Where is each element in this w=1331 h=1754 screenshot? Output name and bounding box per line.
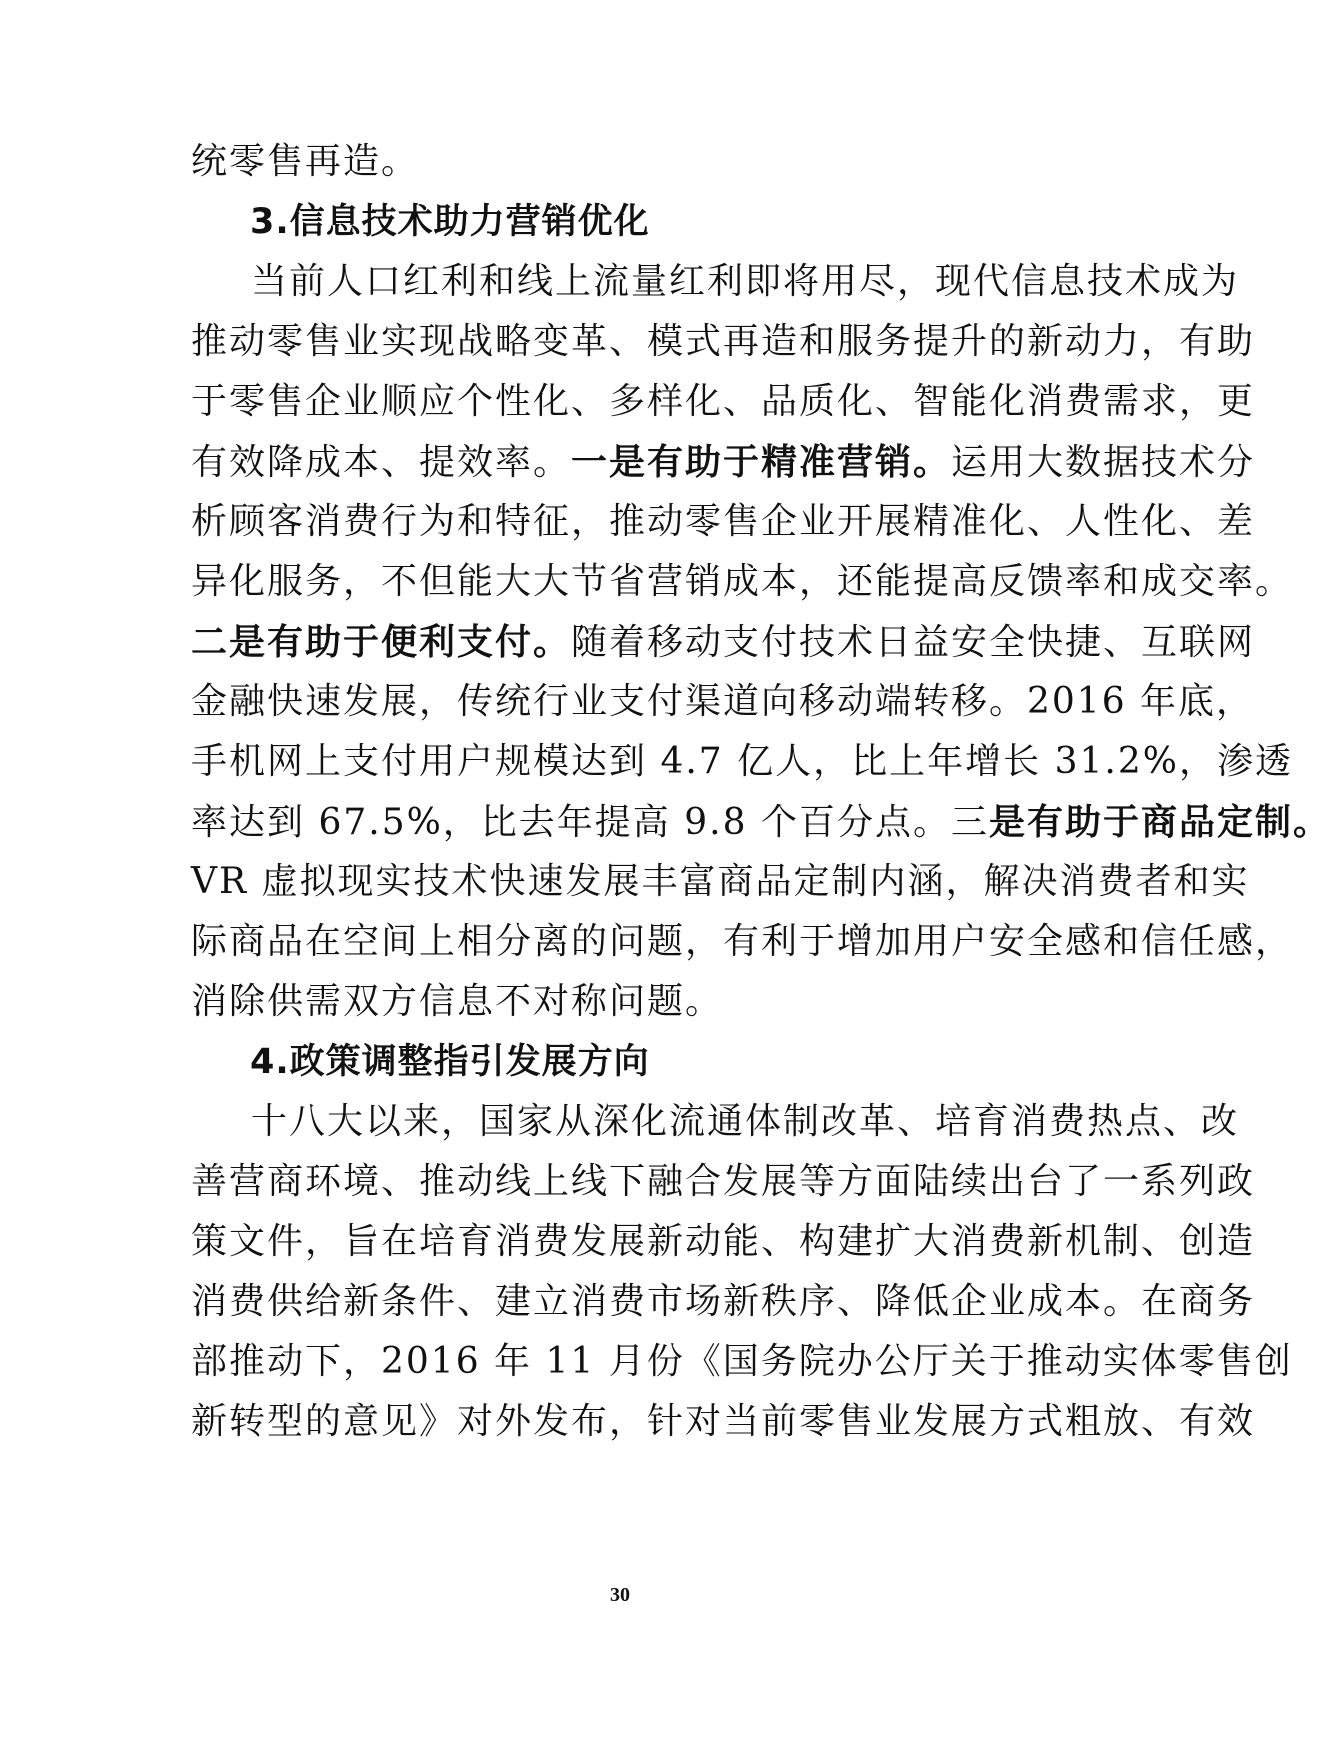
paragraph-line: 推动零售业实现战略变革、模式再造和服务提升的新动力，有助 <box>191 321 1256 362</box>
paragraph-line: 于零售企业顺应个性化、多样化、品质化、智能化消费需求，更 <box>191 381 1256 422</box>
paragraph-line: VR 虚拟现实技术快速发展丰富商品定制内涵，解决消费者和实 <box>191 861 1250 902</box>
bold-point-2: 二是有助于便利支付。 <box>191 621 572 663</box>
paragraph-line: 统零售再造。 <box>191 141 420 182</box>
paragraph-line: 金融快速发展，传统行业支付渠道向移动端转移。2016 年底， <box>191 681 1255 722</box>
bold-point-1: 一是有助于精准营销。 <box>571 441 952 483</box>
bold-point-3: 是有助于商品定制。 <box>988 801 1331 843</box>
section-heading-3: 3.信息技术助力营销优化 <box>250 202 650 242</box>
text-run: 率达到 67.5%，比去年提高 9.8 个百分点。三 <box>191 802 989 843</box>
paragraph-line: 当前人口红利和线上流量红利即将用尽，现代信息技术成为 <box>251 261 1240 302</box>
text-run: 运用大数据技术分 <box>951 442 1256 483</box>
section-heading-4: 4.政策调整指引发展方向 <box>250 1042 650 1082</box>
paragraph-line: 部推动下，2016 年 11 月份《国务院办公厅关于推动实体零售创 <box>191 1341 1293 1382</box>
paragraph-line: 异化服务，不但能大大节省营销成本，还能提高反馈率和成交率。 <box>191 561 1294 602</box>
paragraph-line: 析顾客消费行为和特征，推动零售企业开展精准化、人性化、差 <box>191 501 1256 542</box>
paragraph-line: 新转型的意见》对外发布，针对当前零售业发展方式粗放、有效 <box>191 1401 1256 1442</box>
paragraph-line: 消费供给新条件、建立消费市场新秩序、降低企业成本。在商务 <box>191 1281 1256 1322</box>
paragraph-line: 手机网上支付用户规模达到 4.7 亿人，比上年增长 31.2%，渗透 <box>191 741 1293 782</box>
paragraph-line: 善营商环境、推动线上线下融合发展等方面陆续出台了一系列政 <box>191 1161 1256 1202</box>
paragraph-line: 十八大以来，国家从深化流通体制改革、培育消费热点、改 <box>251 1101 1240 1142</box>
paragraph-line: 策文件，旨在培育消费发展新动能、构建扩大消费新机制、创造 <box>191 1221 1256 1262</box>
paragraph-line: 消除供需双方信息不对称问题。 <box>191 981 724 1022</box>
paragraph-line: 际商品在空间上相分离的问题，有利于增加用户安全感和信任感， <box>191 921 1294 962</box>
text-run: 随着移动支付技术日益安全快捷、互联网 <box>571 622 1256 663</box>
text-run: 有效降成本、提效率。 <box>191 442 572 483</box>
page-number: 30 <box>610 1584 630 1606</box>
